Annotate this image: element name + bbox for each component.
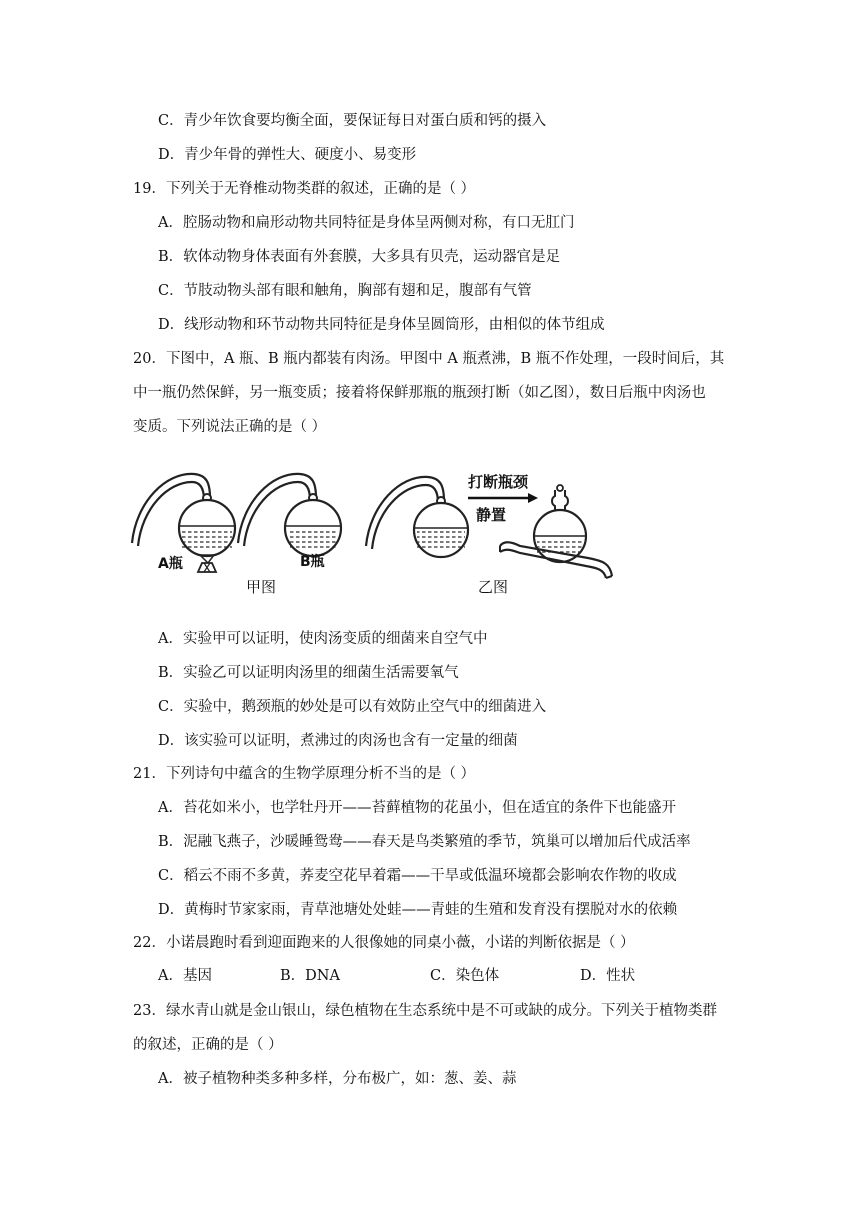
q20-option-c: C．实验中，鹅颈瓶的妙处是可以有效防止空气中的细菌进入: [158, 699, 547, 715]
arrow-label-stand: 静置: [476, 506, 507, 524]
q20-stem-line2: 中一瓶仍然保鲜，另一瓶变质；接着将保鲜那瓶的瓶颈打断（如乙图），数日后瓶中肉汤也: [133, 385, 706, 401]
caption-jia: 甲图: [246, 578, 277, 596]
q23-stem-line1: 23．绿水青山就是金山银山，绿色植物在生态系统中是不可或缺的成分。下列关于植物类群: [133, 1003, 717, 1019]
q22-stem: 22．小诺晨跑时看到迎面跑来的人很像她的同桌小薇，小诺的判断依据是（ ）: [133, 935, 635, 951]
q19-option-a: A．腔肠动物和扁形动物共同特征是身体呈两侧对称，有口无肛门: [158, 215, 575, 231]
q23-option-a: A．被子植物种类多种多样，分布极广，如：葱、姜、蒜: [158, 1071, 517, 1087]
q20-stem-line3: 变质。下列说法正确的是（ ）: [133, 419, 327, 435]
q19-option-d: D．线形动物和环节动物共同特征是身体呈圆筒形，由相似的体节组成: [158, 317, 605, 333]
q23-stem-line2: 的叙述，正确的是（ ）: [133, 1037, 283, 1053]
q22-option-a: A．基因: [158, 968, 212, 984]
flask-b: [238, 474, 341, 556]
flask-a-label: A瓶: [158, 556, 183, 572]
q20-option-d: D．该实验可以证明，煮沸过的肉汤也含有一定量的细菌: [158, 733, 518, 749]
flask-b-label: B瓶: [300, 554, 325, 570]
q19-option-c: C．节肢动物头部有眼和触角，胸部有翅和足，腹部有气管: [158, 283, 532, 299]
caption-yi: 乙图: [478, 578, 509, 596]
q21-stem: 21．下列诗句中蕴含的生物学原理分析不当的是（ ）: [133, 766, 476, 782]
q22-option-c: C．染色体: [430, 968, 500, 984]
q20-option-b: B．实验乙可以证明肉汤里的细菌生活需要氧气: [158, 665, 459, 681]
q19-option-b: B．软体动物身体表面有外套膜，大多具有贝壳，运动器官是足: [158, 249, 561, 265]
q21-option-b: B．泥融飞燕子，沙暖睡鸳鸯——春天是鸟类繁殖的季节，筑巢可以增加后代成活率: [158, 834, 691, 850]
q21-option-a: A．苔花如米小，也学牡丹开——苔藓植物的花虽小，但在适宜的条件下也能盛开: [158, 800, 676, 816]
flask-a: [132, 474, 235, 572]
q20-option-a: A．实验甲可以证明，使肉汤变质的细菌来自空气中: [158, 631, 488, 647]
q21-option-c: C．稻云不雨不多黄，荞麦空花早着霜——干旱或低温环境都会影响农作物的收成: [158, 868, 677, 884]
swan-neck-flask-figure: [128, 460, 628, 610]
q18-option-c: C．青少年饮食要均衡全面，要保证每日对蛋白质和钙的摄入: [158, 113, 547, 129]
arrow-label-break-neck: 打断瓶颈: [468, 473, 529, 491]
q20-stem-line1: 20．下图中，A 瓶、B 瓶内都装有肉汤。甲图中 A 瓶煮沸，B 瓶不作处理，一段时间后，其: [133, 351, 725, 367]
q19-stem: 19．下列关于无脊椎动物类群的叙述，正确的是（ ）: [133, 181, 476, 197]
q22-option-d: D．性状: [580, 968, 636, 984]
flask-before-break: [366, 477, 468, 557]
q18-option-d: D．青少年骨的弹性大、硬度小、易变形: [158, 147, 417, 163]
q22-option-b: B．DNA: [280, 968, 340, 984]
q21-option-d: D．黄梅时节家家雨，青草池塘处处蛙——青蛙的生殖和发育没有摆脱对水的依赖: [158, 902, 678, 918]
